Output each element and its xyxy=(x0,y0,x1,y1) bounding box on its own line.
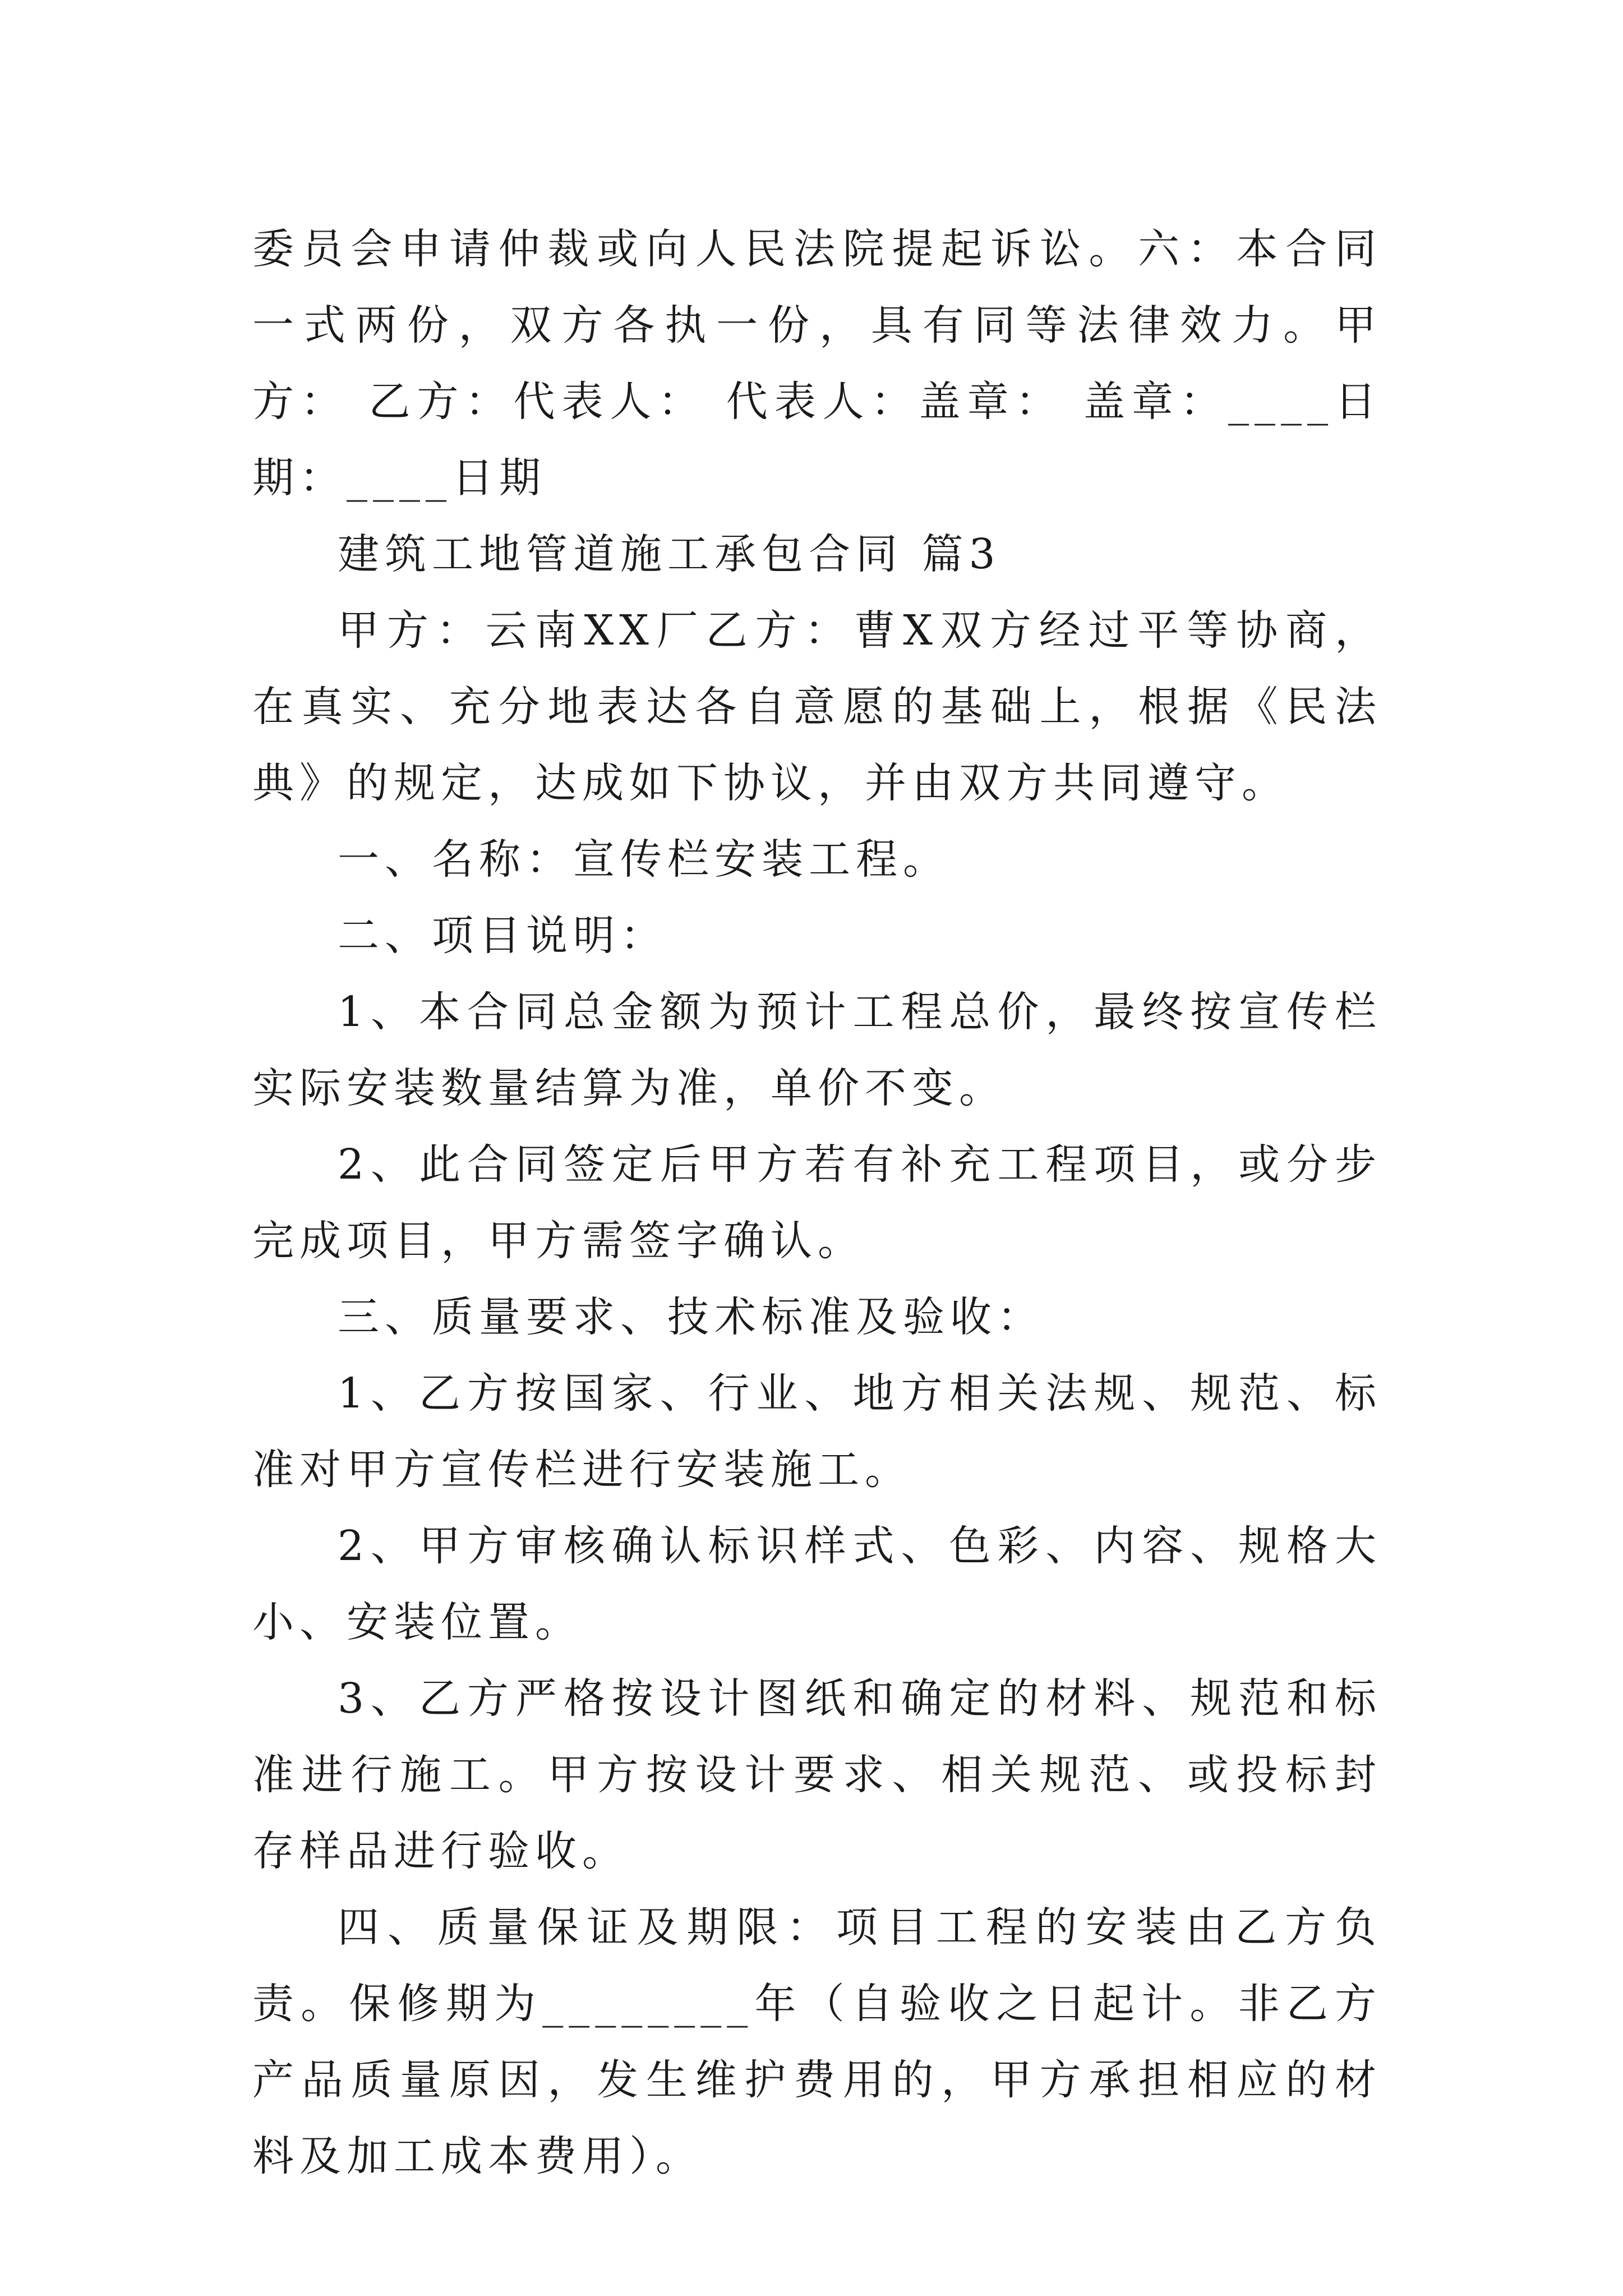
clause-quality-requirements: 三、质量要求、技术标准及验收： xyxy=(338,1293,1044,1341)
clause-project-description: 二、项目说明： xyxy=(338,912,667,960)
section-title: 建筑工地管道施工承包合同 篇3 xyxy=(338,530,1001,578)
paragraph-parties: 甲方：云南XX厂乙方：曹X双方经过平等协商，在真实、充分地表达各自意愿的基础上，根据《民法典》的规定，达成如下协议，并由双方共同遵守。 xyxy=(252,606,1382,807)
clause-warranty: 四、质量保证及期限：项目工程的安装由乙方负责。保修期为________年（自验收之日起计。非乙方产品质量原因，发生维护费用的，甲方承担相应的材料及加工成本费用）。 xyxy=(252,1903,1382,2180)
clause-quality-item-2: 2、甲方审核确认标识样式、色彩、内容、规格大小、安装位置。 xyxy=(252,1522,1382,1646)
document-body xyxy=(252,211,1382,2194)
clause-item-2: 2、此合同签定后甲方若有补充工程项目，或分步完成项目，甲方需签字确认。 xyxy=(252,1140,1382,1265)
clause-name: 一、名称：宣传栏安装工程。 xyxy=(338,835,950,884)
clause-quality-item-1: 1、乙方按国家、行业、地方相关法规、规范、标准对甲方宣传栏进行安装施工。 xyxy=(252,1369,1382,1494)
clause-item-1: 1、本合同总金额为预计工程总价，最终按宣传栏实际安装数量结算为准，单价不变。 xyxy=(252,988,1382,1112)
clause-quality-item-3: 3、乙方严格按设计图纸和确定的材料、规范和标准进行施工。甲方按设计要求、相关规范、或投标封存样品进行验收。 xyxy=(252,1674,1382,1875)
paragraph-dispute-and-signatures: 委员会申请仲裁或向人民法院提起诉讼。六：本合同一式两份，双方各执一份，具有同等法律效力。甲方： 乙方：代表人： 代表人：盖章： 盖章：____日期：____日期 xyxy=(252,225,1382,502)
